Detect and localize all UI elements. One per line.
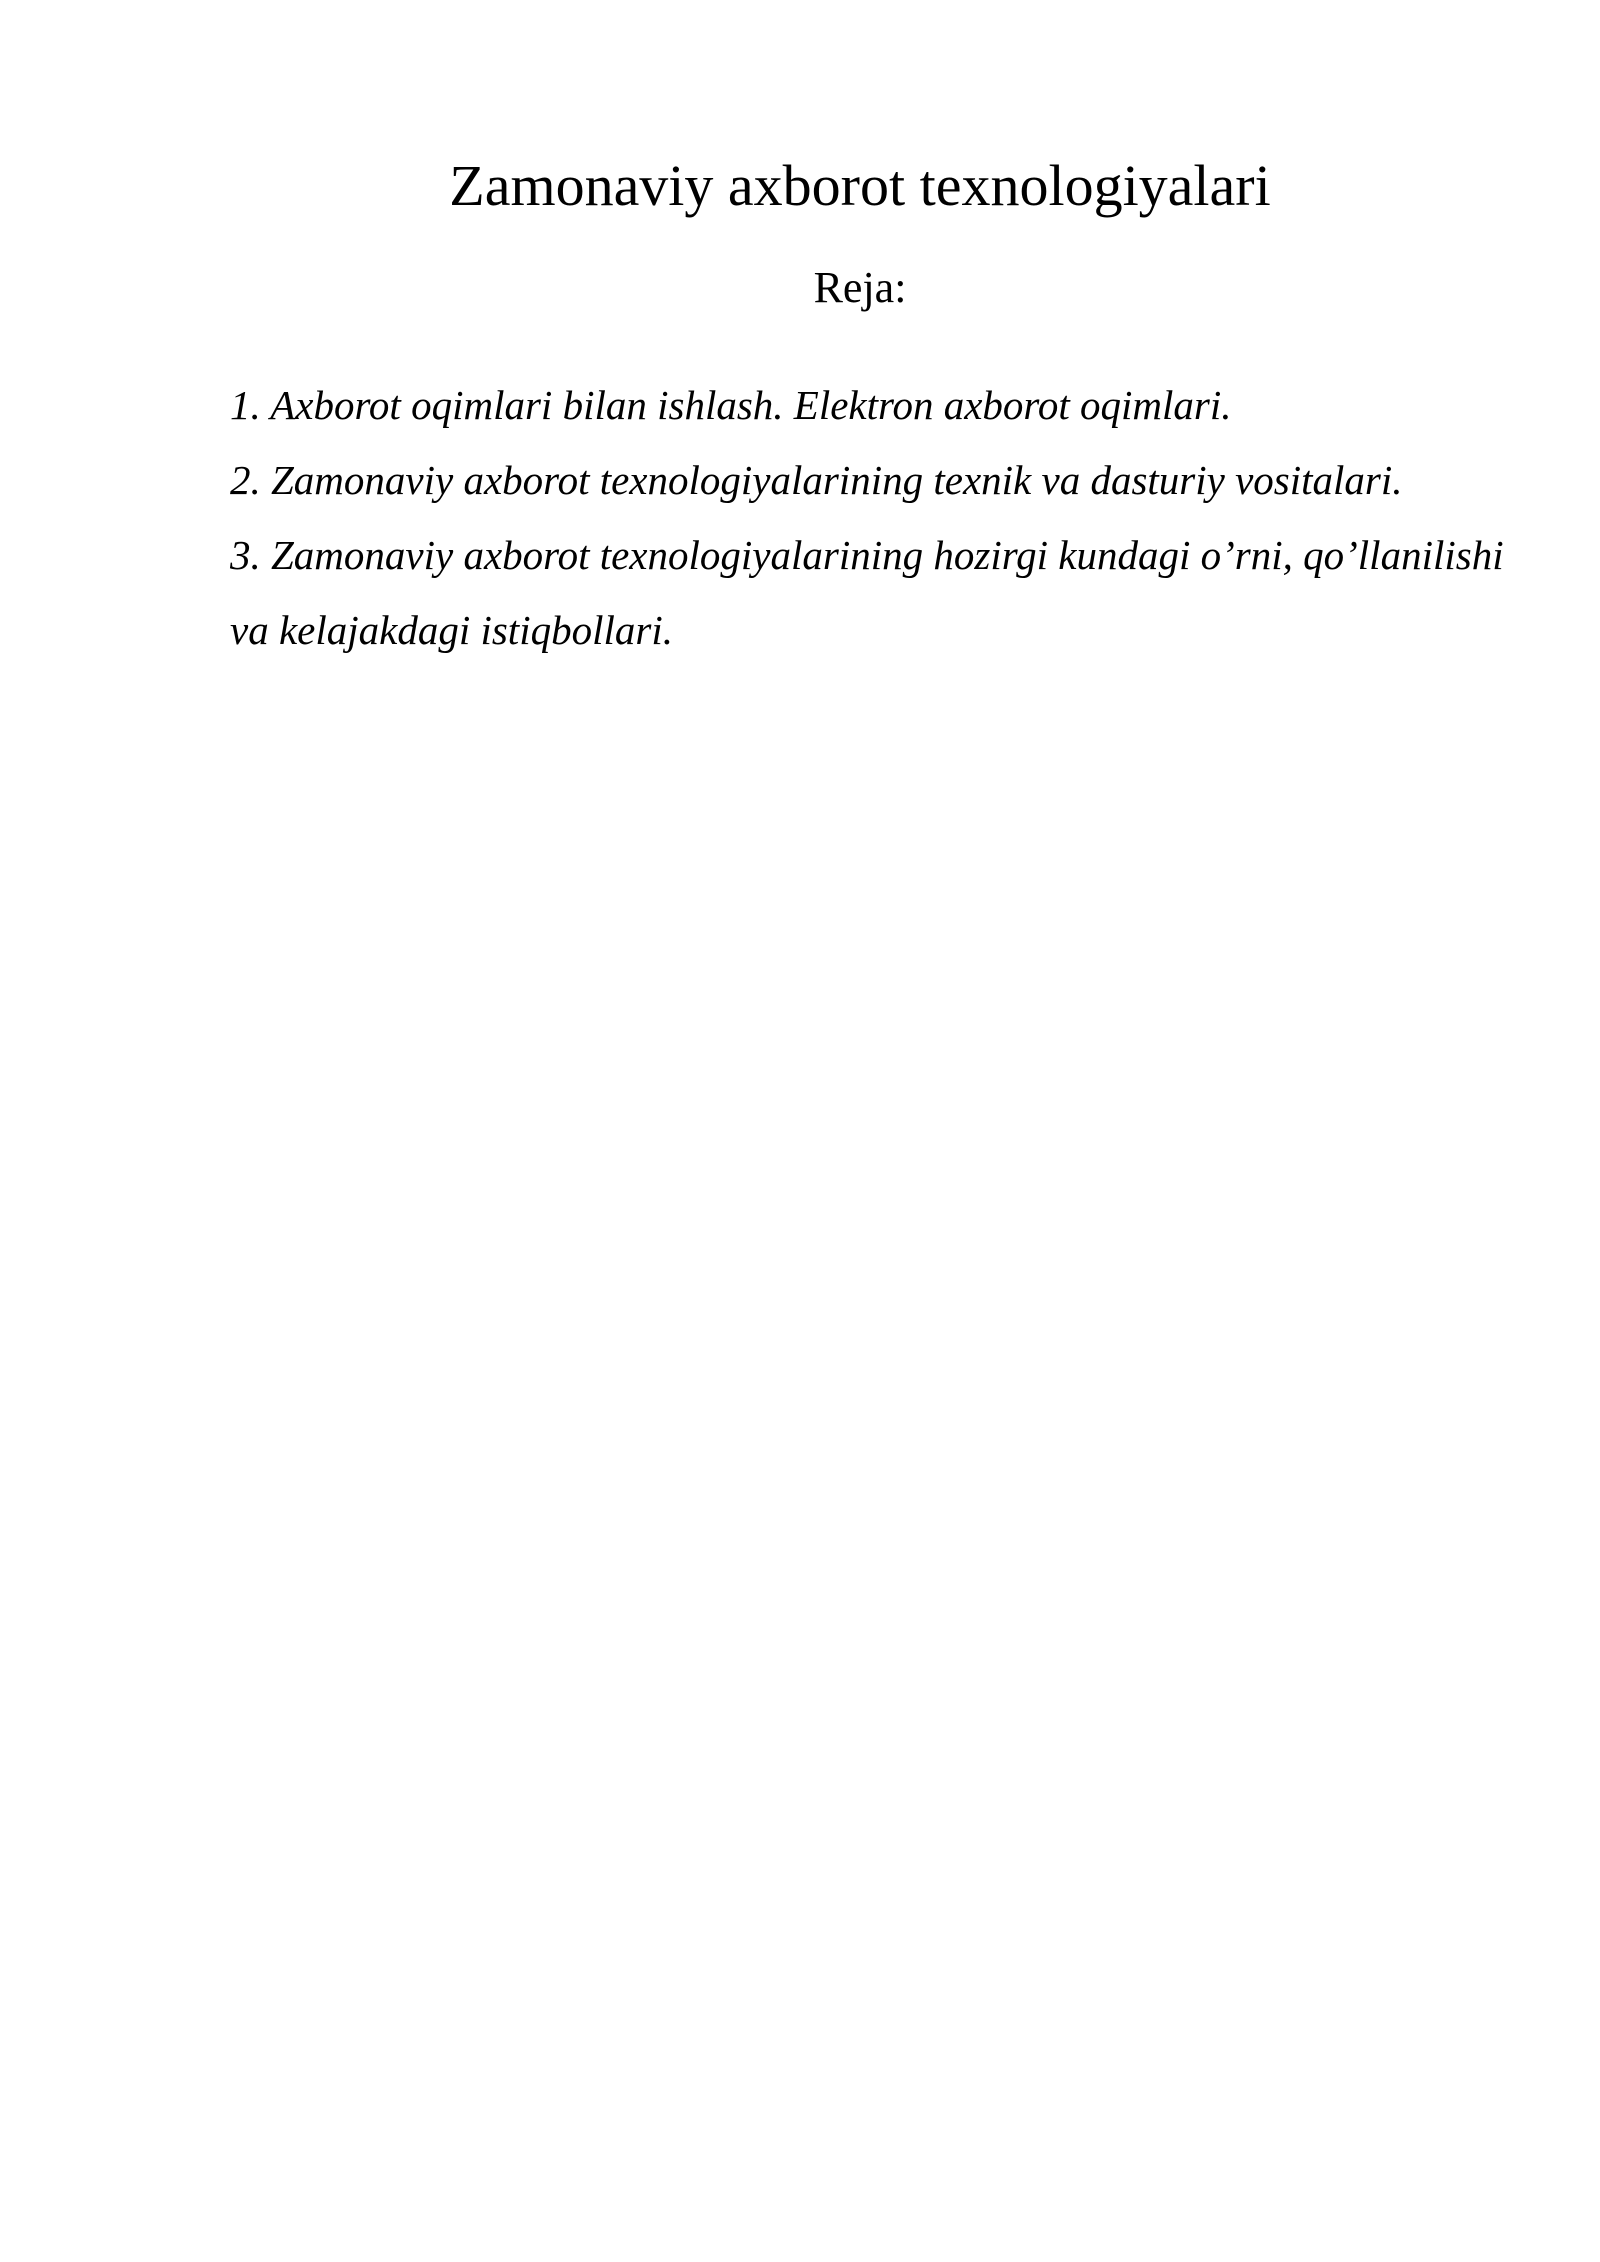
document-title: Zamonaviy axborot texnologiyalari [449,153,1271,218]
plan-heading: Reja: [813,263,907,312]
plan-item-2: 2. Zamonaviy axborot texnologiyalarining texnik va dasturiy vositalari. [230,457,1403,503]
plan-list [230,368,1540,668]
plan-item-1: 1. Axborot oqimlari bilan ishlash. Elektron axborot oqimlari. [230,382,1232,428]
plan-item-3: 3. Zamonaviy axborot texnologiyalarining hozirgi kundagi o’rni, qo’llanilishi va kelajakdagi istiqbollari. [230,532,1504,653]
